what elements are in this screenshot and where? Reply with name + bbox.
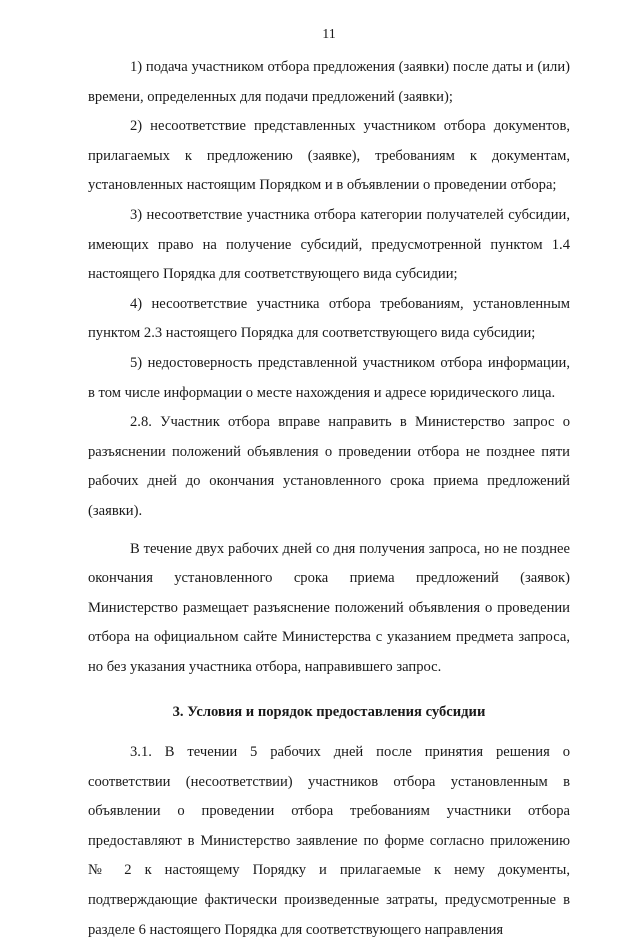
paragraph-item-5: 5) недостоверность представленной участником отбора информации, в том числе информации о месте нахождения и адресе юридического лица. [88,354,570,401]
paragraph-item-3: 3) несоответствие участника отбора категории получателей субсидии, имеющих право на получение субсидий, предусмотренной пунктом 1.4 настоящего Порядка для соответствующего вида субсидии; [88,206,570,283]
paragraph-2-8: 2.8. Участник отбора вправе направить в Министерство запрос о разъяснении положений объявления о проведении отбора не позднее пяти рабочих дней до окончания установленного срока приема предложений (заявки). [88,414,570,519]
document-page [88,26,570,938]
paragraph-item-2: 2) несоответствие представленных участником отбора документов, прилагаемых к предложению (заявке), требованиям к документам, установленных настоящим Порядком и в объявлении о проведении отбора; [88,118,570,194]
page-number: 11 [322,27,336,42]
paragraph-item-4: 4) несоответствие участника отбора требованиям, установленным пунктом 2.3 настоящего Порядка для соответствующего вида субсидии; [88,295,570,342]
section-heading: 3. Условия и порядок предоставления субсидии [172,704,486,721]
paragraph-3-1: 3.1. В течении 5 рабочих дней после принятия решения о соответствии (несоответствии) участников отбора установленным в объявлении о проведении отбора требованиям участники отбора предоставляют в Министерство заявление по форме согласно приложению № 2 к настоящему Порядку и прилагаемые к нему документы, подтверждающие фактически произведенные затраты, предусмотренные в разделе 6 настоящего Порядка для соответствующего направления [88,744,570,938]
paragraph-clarification: В течение двух рабочих дней со дня получения запроса, но не позднее окончания установленного срока приема предложений (заявок) Министерство размещает разъяснение положений объявления о проведении отбора на официальном сайте Министерства с указанием предмета запроса, но без указания участника отбора, направившего запрос. [88,540,570,675]
paragraph-item-1: 1) подача участником отбора предложения (заявки) после даты и (или) времени, определенных для подачи предложений (заявки); [88,59,570,105]
